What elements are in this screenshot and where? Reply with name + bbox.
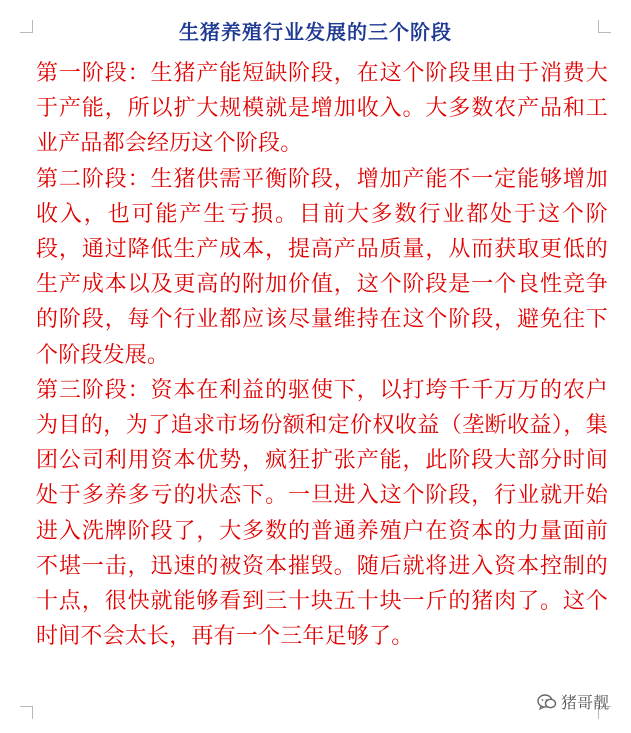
watermark-text: 猪哥靓 (560, 693, 609, 712)
paragraph-stage-three: 第三阶段：资本在利益的驱使下，以打垮千千万万的农户为目的，为了追求市场份额和定价权收益（垄断收益），集团公司利用资本优势，疯狂扩张产能，此阶段大部分时间处于多养多亏的状态下。一旦进入这个阶段，行业就开始进入洗牌阶段了，大多数的普通养殖户在资本的力量面前不堪一击，迅速的被资本摧毁。随后就将进入资本控制的十点，很快就能够看到三十块五十块一斤的猪肉了。这个时间不会太长，再有一个三年足够了。 (36, 377, 608, 650)
paragraph-stage-two: 第二阶段：生猪供需平衡阶段，增加产能不一定能够增加收入，也可能产生亏损。目前大多数行业都处于这个阶段，通过降低生产成本，提高产品质量，从而获取更低的生产成本以及更高的附加价值，这个阶段是一个良性竞争的阶段，每个行业都应该尽量维持在这个阶段，避免往下个阶段发展。 (36, 166, 608, 368)
wechat-official-account-icon (537, 693, 557, 711)
document-title: 生猪养殖行业发展的三个阶段 (179, 20, 452, 44)
paragraph-stage-one: 第一阶段：生猪产能短缺阶段，在这个阶段里由于消费大于产能，所以扩大规模就是增加收入。大多数农产品和工业产品都会经历这个阶段。 (36, 61, 608, 157)
page-corner-mark-bottom-left (20, 706, 33, 719)
document-body (36, 56, 608, 654)
watermark (537, 690, 609, 713)
